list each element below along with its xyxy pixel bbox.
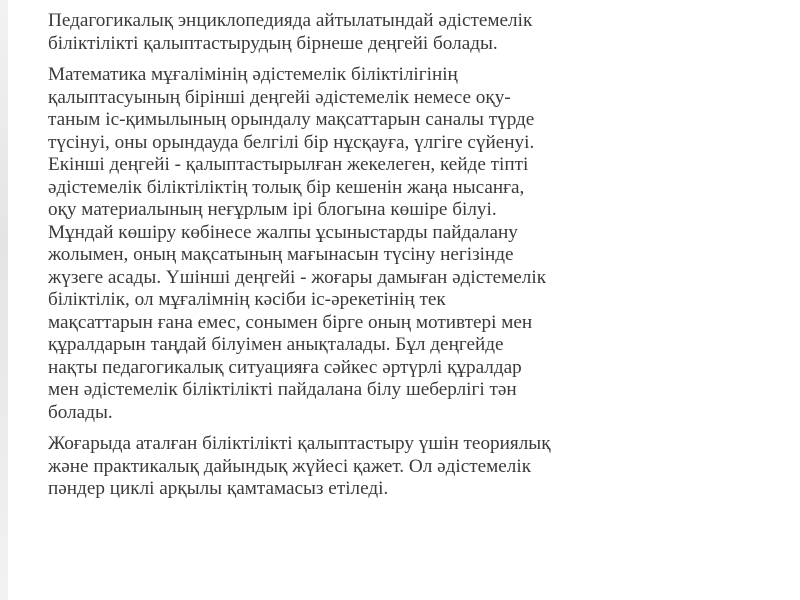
slide-left-border <box>0 0 8 600</box>
paragraph-levels: Математика мұғалімінің әдістемелік біліктілігінің қалыптасуының бірінші деңгейі әдістемелік немесе оқу- таным іс-қимылының орындалу мақсаттарын саналы түрде түсінуі, оны орындауда белгілі бір нұсқауға, үлгіге сүйенуі. Екінші деңгейі - қалыптастырылған жекелеген, кейде тіпті әдістемелік біліктіліктің толық бір кешенін жаңа нысанға, оқу материалының неғұрлым ірі блогына көшіре білуі. Мұндай көшіру көбінесе жалпы ұсыныстарды пайдалану жолымен, оның мақсатының мағынасын түсіну негізінде жүзеге асады. Үшінші деңгейі - жоғары дамыған әдістемелік біліктілік, ол мұғалімнің кәсіби іс-әрекетінің тек мақсаттарын ғана емес, сонымен бірге оның мотивтері мен құралдарын таңдай білуімен анықталады. Бұл деңгейде нақты педагогикалық ситуацияға сәйкес әртүрлі құралдар мен әдістемелік біліктілікті пайдалана білу шеберлігі тән болады. <box>48 64 547 423</box>
slide-body <box>48 10 778 510</box>
paragraph-intro: Педагогикалық энциклопедияда айтылатындай әдістемелік біліктілікті қалыптастырудың бірнеше деңгейі болады. <box>48 10 533 54</box>
paragraph-conclusion: Жоғарыда аталған біліктілікті қалыптастыру үшін теориялық және практикалық дайындық жүйесі қажет. Ол әдістемелік пәндер циклі арқылы қамтамасыз етіледі. <box>48 433 551 499</box>
